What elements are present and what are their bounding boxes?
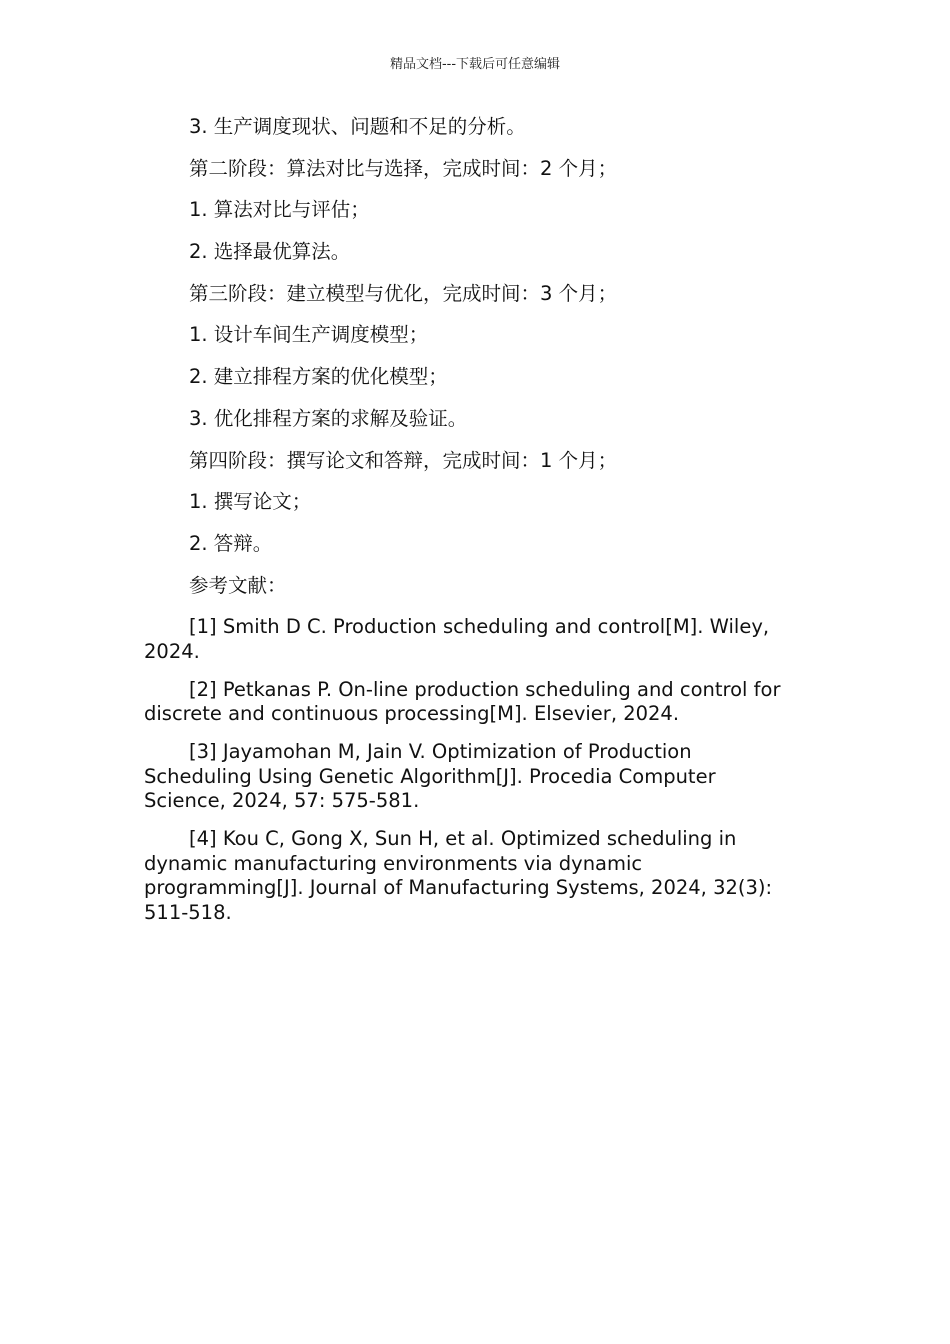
- body-line: 2. 选择最优算法。: [189, 240, 351, 264]
- reference-item: [2] Petkanas P. On-line production scheduling and control for discrete and continuous processing[M]. Elsevier, 2024.: [144, 677, 781, 726]
- body-line: 1. 设计车间生产调度模型；: [189, 323, 429, 347]
- body-line: 1. 撰写论文；: [189, 490, 312, 514]
- body-line: 3. 生产调度现状、问题和不足的分析。: [189, 115, 526, 138]
- phase-heading: 第二阶段：算法对比与选择，完成时间：2 个月；: [189, 156, 618, 180]
- document-body: [144, 115, 796, 939]
- reference-item: [3] Jayamohan M, Jain V. Optimization of Production Scheduling Using Genetic Algorithm[J]. Procedia Computer Science, 2024, 57: 575-581.: [144, 740, 716, 813]
- body-line: 3. 优化排程方案的求解及验证。: [189, 406, 468, 430]
- body-line: 1. 算法对比与评估；: [189, 198, 370, 222]
- body-line: 2. 答辩。: [189, 531, 273, 555]
- reference-item: [4] Kou C, Gong X, Sun H, et al. Optimized scheduling in dynamic manufacturing environments via dynamic programming[J]. Journal of Manufacturing Systems, 2024, 32(3): 511-518.: [144, 827, 773, 924]
- body-line: 2. 建立排程方案的优化模型；: [189, 365, 448, 389]
- phase-heading: 第四阶段：撰写论文和答辩，完成时间：1 个月；: [189, 448, 618, 472]
- phase-heading: 第三阶段：建立模型与优化，完成时间：3 个月；: [189, 281, 618, 305]
- page-header: 精品文档---下载后可任意编辑: [389, 57, 561, 72]
- reference-item: [1] Smith D C. Production scheduling and control[M]. Wiley, 2024.: [144, 615, 770, 663]
- references-heading: 参考文献：: [189, 573, 287, 597]
